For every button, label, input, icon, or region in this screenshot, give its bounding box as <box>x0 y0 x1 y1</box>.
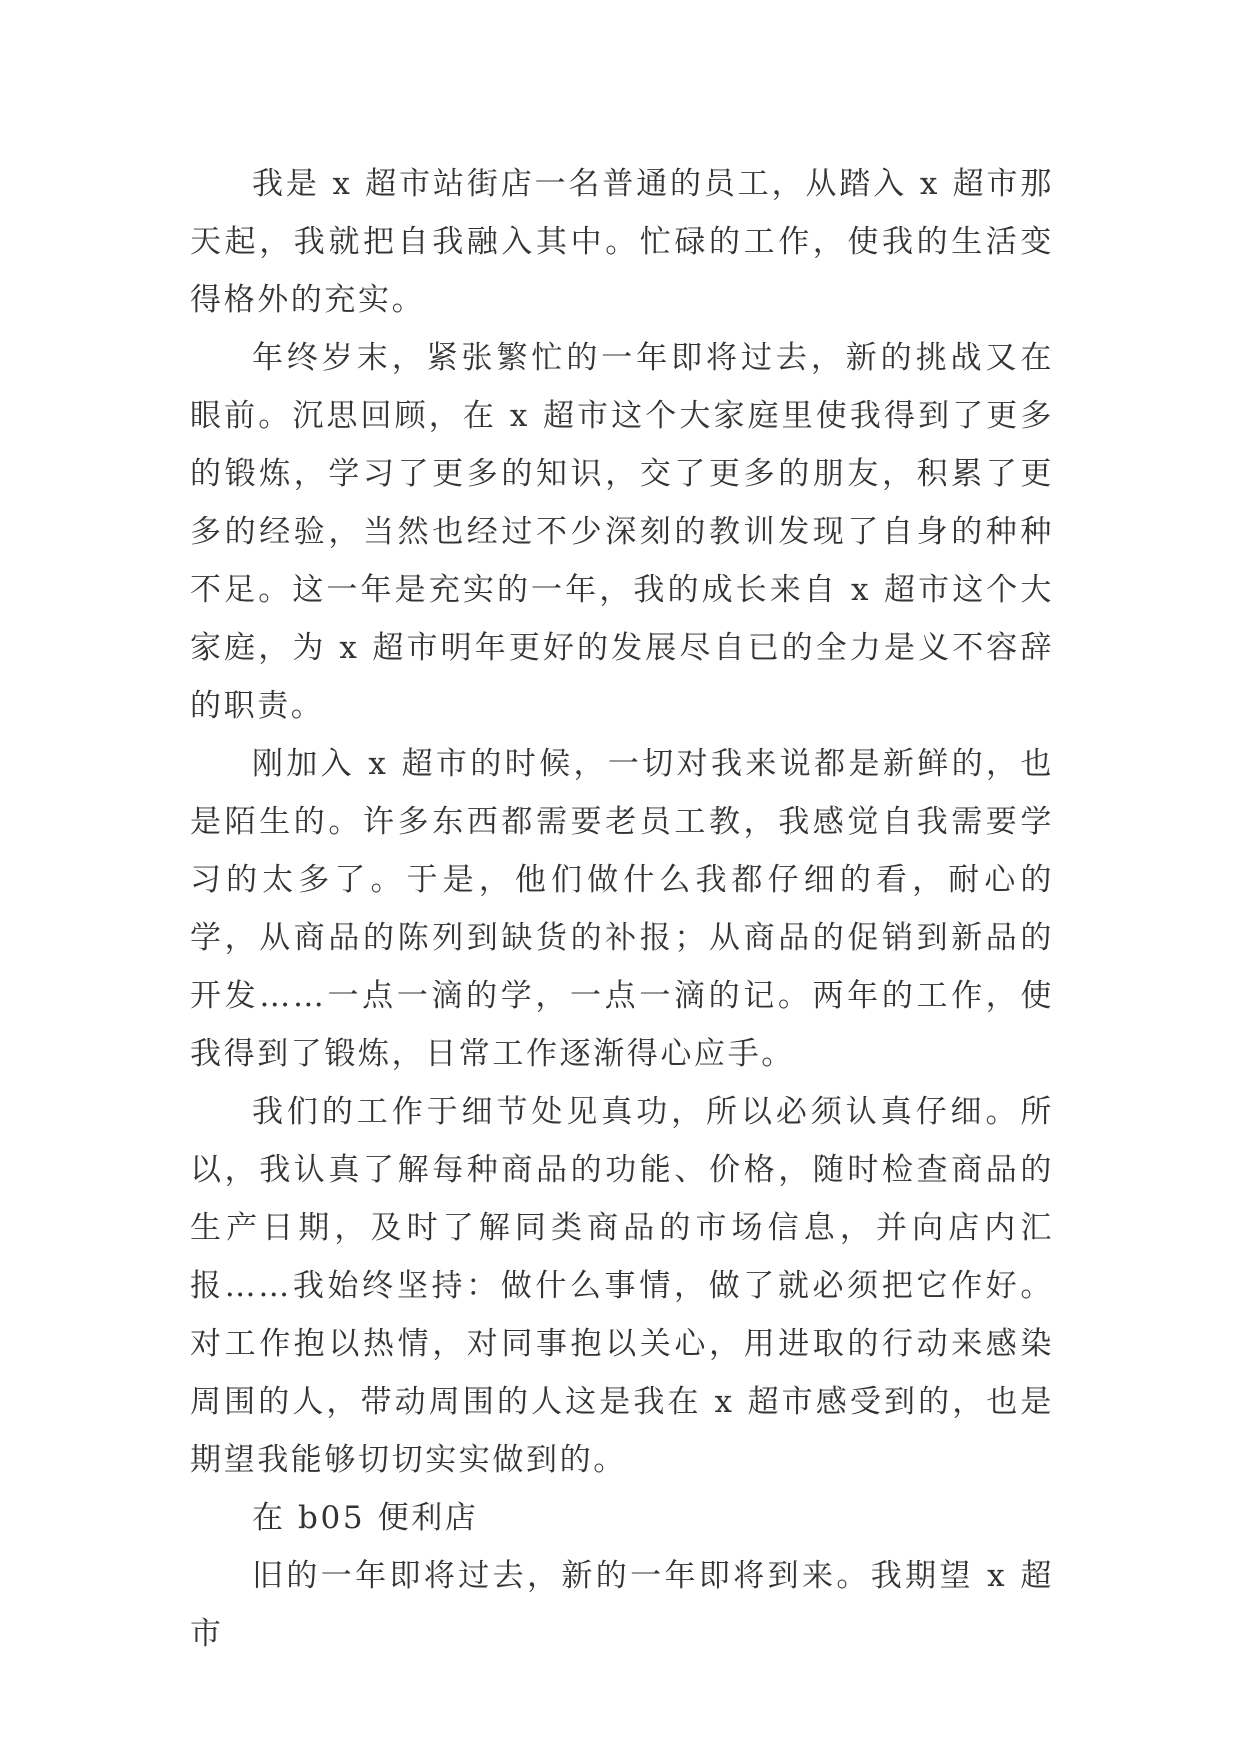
paragraph-4: 我们的工作于细节处见真功，所以必须认真仔细。所以，我认真了解每种商品的功能、价格，随时检查商品的生产日期，及时了解同类商品的市场信息，并向店内汇报……我始终坚持：做什么事情，做了就必须把它作好。对工作抱以热情，对同事抱以关心，用进取的行动来感染周围的人，带动周围的人这是我在 x 超市感受到的，也是期望我能够切切实实做到的。 <box>190 1094 1054 1478</box>
paragraph-2: 年终岁末，紧张繁忙的一年即将过去，新的挑战又在眼前。沉思回顾，在 x 超市这个大家庭里使我得到了更多的锻炼，学习了更多的知识，交了更多的朋友，积累了更多的经验，当然也经过不少深刻的教训发现了自身的种种不足。这一年是充实的一年，我的成长来自 x 超市这个大家庭，为 x 超市明年更好的发展尽自已的全力是义不容辞的职责。 <box>190 340 1054 724</box>
paragraph-6: 旧的一年即将过去，新的一年即将到来。我期望 x 超市 <box>190 1558 1054 1652</box>
document-body <box>190 155 1054 1663</box>
paragraph-1: 我是 x 超市站街店一名普通的员工，从踏入 x 超市那天起，我就把自我融入其中。忙碌的工作，使我的生活变得格外的充实。 <box>190 166 1054 318</box>
paragraph-3: 刚加入 x 超市的时候，一切对我来说都是新鲜的，也是陌生的。许多东西都需要老员工教，我感觉自我需要学习的太多了。于是，他们做什么我都仔细的看，耐心的学，从商品的陈列到缺货的补报；从商品的促销到新品的开发……一点一滴的学，一点一滴的记。两年的工作，使我得到了锻炼，日常工作逐渐得心应手。 <box>190 746 1054 1072</box>
paragraph-5: 在 b05 便利店 <box>252 1500 479 1536</box>
